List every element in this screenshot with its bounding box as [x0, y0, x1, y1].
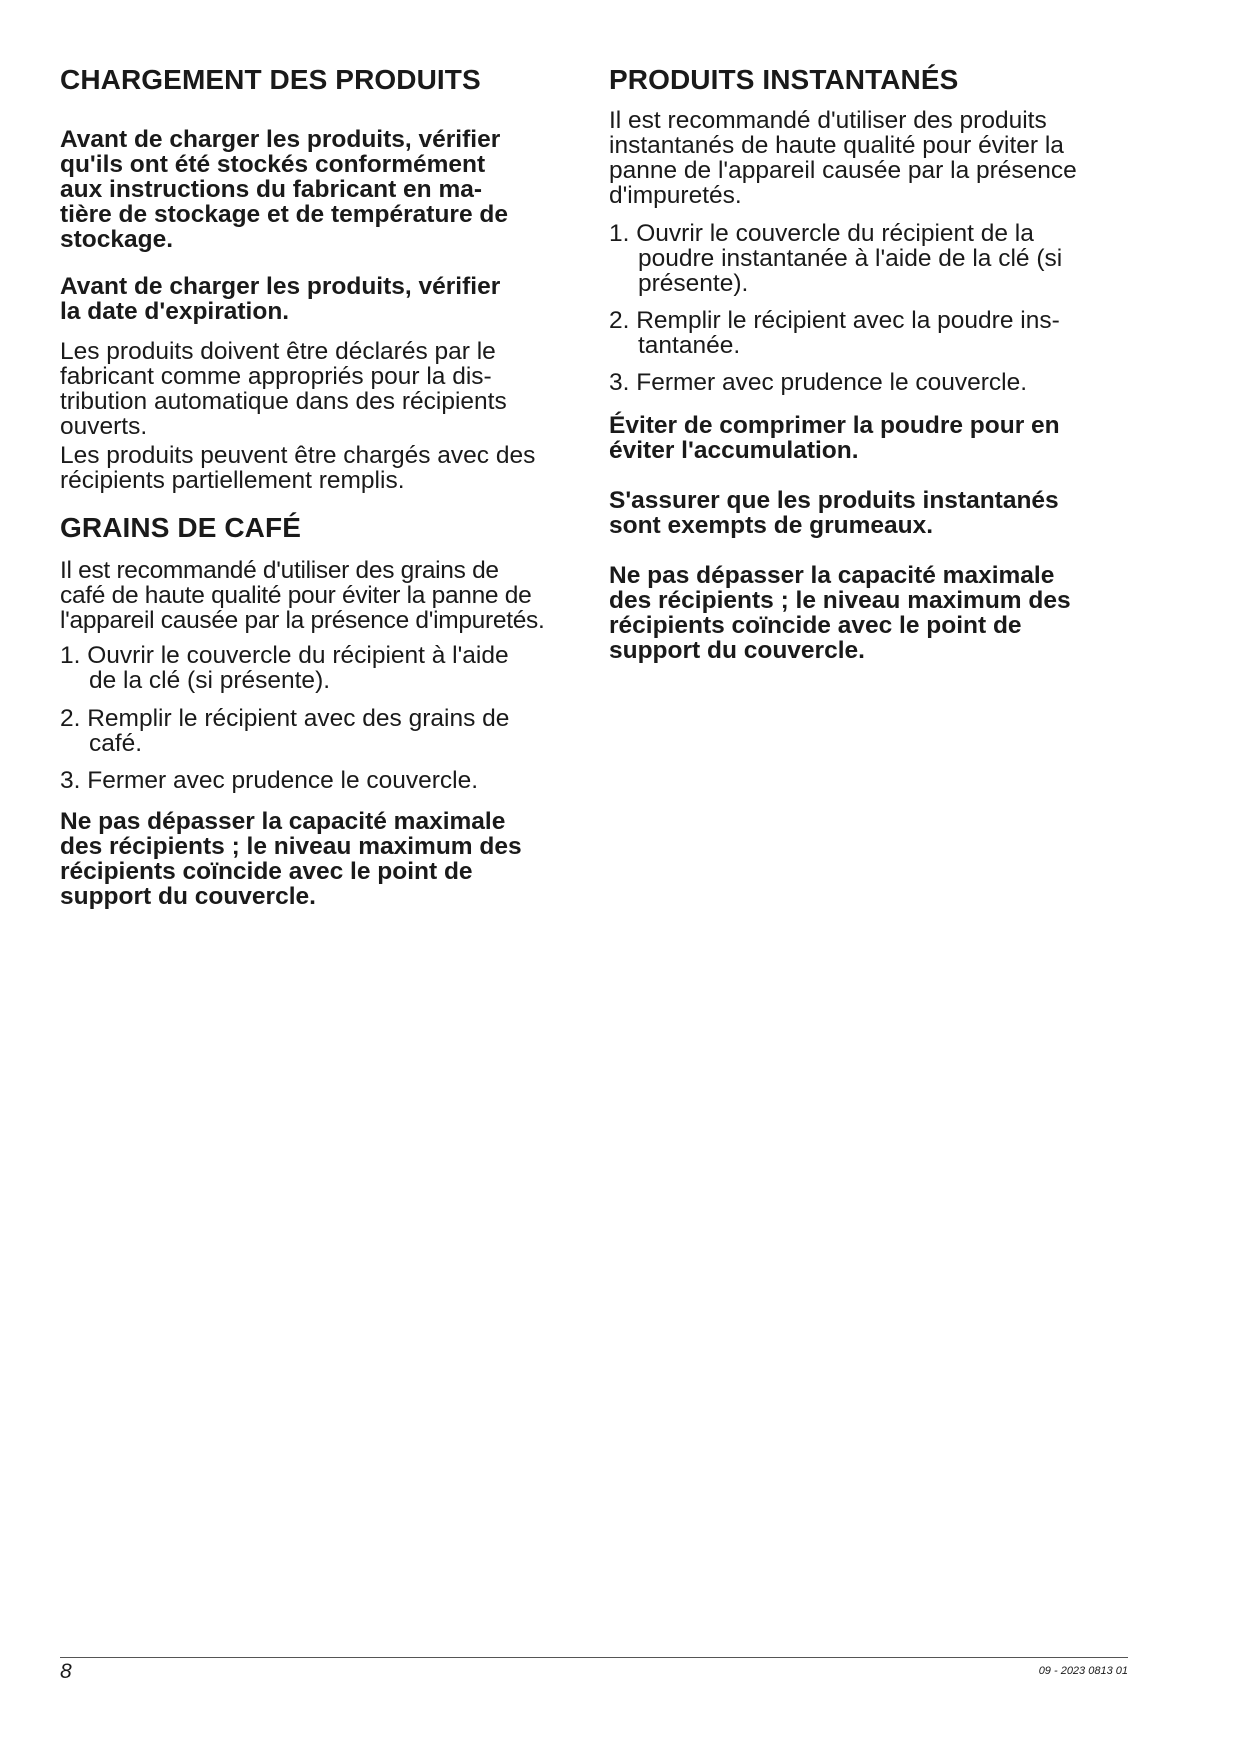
document-reference: 09 - 2023 0813 01 — [1038, 1665, 1128, 1677]
paragraph-products-declared: Les produits doivent être déclarés par le fabricant comme appropriés pour la dis- tribution automatique dans des récipients ouverts. — [60, 338, 507, 440]
step-close-instant-lid: 3. Fermer avec prudence le couvercle. — [609, 369, 1028, 396]
paragraph-instant-quality: Il est recommandé d'utiliser des produits instantanés de haute qualité pour éviter la panne de l'appareil causée par la présence d'impuretés. — [609, 107, 1077, 209]
section-heading-instant-products: PRODUITS INSTANTANÉS — [609, 64, 959, 95]
section-heading-loading: CHARGEMENT DES PRODUITS — [60, 64, 481, 95]
paragraph-partial-containers: Les produits peuvent être chargés avec des récipients partiellement remplis. — [60, 442, 536, 494]
footer-divider — [60, 1657, 1128, 1658]
section-heading-coffee-beans: GRAINS DE CAFÉ — [60, 512, 301, 543]
warning-max-capacity-instant: Ne pas dépasser la capacité maximale des récipients ; le niveau maximum des récipients coïncide avec le point de support du couvercle. — [609, 562, 1071, 664]
warning-lumps: S'assurer que les produits instantanés sont exempts de grumeaux. — [609, 487, 1059, 539]
step-open-lid: 1. Ouvrir le couvercle du récipient à l'aide de la clé (si présente). — [60, 642, 509, 694]
page-number: 8 — [60, 1660, 72, 1683]
step-close-lid: 3. Fermer avec prudence le couvercle. — [60, 767, 479, 794]
step-fill-container: 2. Remplir le récipient avec des grains de café. — [60, 705, 510, 757]
paragraph-coffee-quality: Il est recommandé d'utiliser des grains de café de haute qualité pour éviter la panne de l'appareil causée par la présence d'impuretés. — [60, 557, 545, 634]
step-fill-instant-container: 2. Remplir le récipient avec la poudre ins- tantanée. — [609, 307, 1060, 359]
warning-storage: Avant de charger les produits, vérifier qu'ils ont été stockés conformément aux instructions du fabricant en ma- tière de stockage et de température de stockage. — [60, 126, 508, 253]
warning-max-capacity: Ne pas dépasser la capacité maximale des récipients ; le niveau maximum des récipients coïncide avec le point de support du couvercle. — [60, 808, 522, 910]
warning-compress-powder: Éviter de comprimer la poudre pour en éviter l'accumulation. — [609, 412, 1060, 464]
warning-expiry: Avant de charger les produits, vérifier la date d'expiration. — [60, 273, 501, 325]
step-open-instant-lid: 1. Ouvrir le couvercle du récipient de la poudre instantanée à l'aide de la clé (si présente). — [609, 220, 1063, 297]
